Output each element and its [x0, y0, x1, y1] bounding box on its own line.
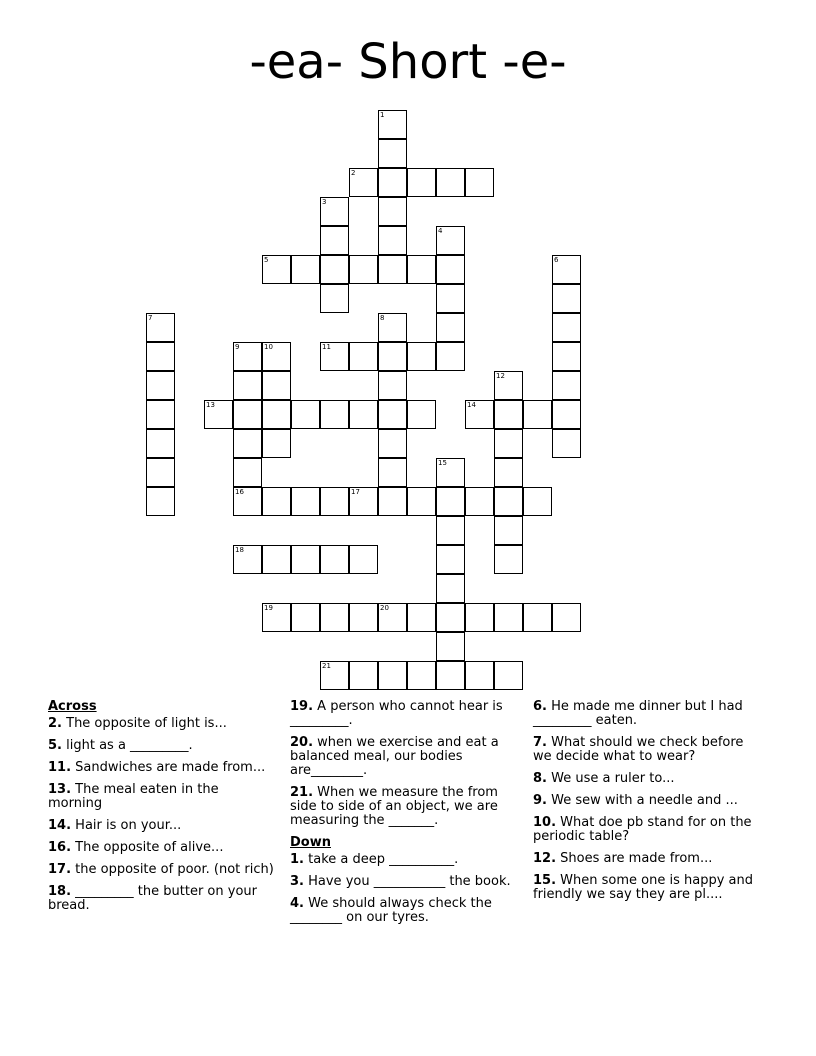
clue-num: 3.	[290, 874, 304, 889]
clue-number: 20	[380, 604, 389, 612]
grid-cell[interactable]	[436, 516, 465, 545]
grid-cell[interactable]	[291, 255, 320, 284]
grid-cell[interactable]	[494, 487, 523, 516]
clue-number: 2	[351, 169, 356, 177]
grid-cell[interactable]	[407, 603, 436, 632]
grid-cell[interactable]	[378, 342, 407, 371]
grid-cell[interactable]	[436, 632, 465, 661]
grid-cell[interactable]	[378, 110, 407, 139]
clue-item	[290, 736, 518, 778]
grid-cell[interactable]	[465, 400, 494, 429]
clue-num: 6.	[533, 699, 547, 714]
clue-text: Sandwiches are made from...	[75, 760, 266, 775]
clue-number: 13	[206, 401, 215, 409]
grid-cell[interactable]	[436, 342, 465, 371]
grid-cell[interactable]	[436, 487, 465, 516]
grid-cell[interactable]	[146, 487, 175, 516]
clue-num: 2.	[48, 716, 62, 731]
clue-item	[48, 739, 276, 753]
clue-number: 7	[148, 314, 153, 322]
grid-cell[interactable]	[378, 429, 407, 458]
grid-cell[interactable]	[436, 313, 465, 342]
clue-number: 16	[235, 488, 244, 496]
grid-cell[interactable]	[465, 661, 494, 690]
grid-cell[interactable]	[494, 400, 523, 429]
clue-number: 1	[380, 111, 385, 119]
clue-number: 5	[264, 256, 269, 264]
clue-item	[48, 783, 276, 811]
grid-cell[interactable]	[552, 603, 581, 632]
clue-number: 10	[264, 343, 273, 351]
grid-cell[interactable]	[436, 226, 465, 255]
grid-cell[interactable]	[436, 574, 465, 603]
grid-cell[interactable]	[407, 661, 436, 690]
grid-cell[interactable]	[407, 487, 436, 516]
grid-cell[interactable]	[378, 139, 407, 168]
grid-cell[interactable]	[320, 342, 349, 371]
grid-cell[interactable]	[378, 661, 407, 690]
grid-cell[interactable]	[552, 342, 581, 371]
clue-num: 11.	[48, 760, 72, 775]
grid-cell[interactable]	[146, 458, 175, 487]
clue-item	[533, 700, 761, 728]
clue-number: 19	[264, 604, 273, 612]
grid-cell[interactable]	[349, 603, 378, 632]
grid-cell[interactable]	[291, 545, 320, 574]
grid-cell[interactable]	[465, 603, 494, 632]
grid-cell[interactable]	[146, 429, 175, 458]
clue-text: take a deep __________.	[308, 852, 459, 867]
grid-cell[interactable]	[262, 429, 291, 458]
clue-item	[533, 772, 761, 786]
clue-text: We should always check the ________ on our tyres.	[290, 896, 492, 925]
clue-text: When some one is happy and friendly we say they are pl....	[533, 873, 753, 902]
grid-cell[interactable]	[233, 545, 262, 574]
grid-cell[interactable]	[349, 168, 378, 197]
grid-cell[interactable]	[320, 226, 349, 255]
grid-cell[interactable]	[320, 661, 349, 690]
grid-cell[interactable]	[407, 255, 436, 284]
grid-cell[interactable]	[552, 313, 581, 342]
clue-text: A person who cannot hear is _________.	[290, 699, 503, 728]
puzzle-title: -ea- Short -e-	[249, 34, 567, 90]
clue-num: 16.	[48, 840, 72, 855]
clue-number: 21	[322, 662, 331, 670]
clue-item	[48, 885, 276, 913]
grid-cell[interactable]	[494, 371, 523, 400]
clue-number: 11	[322, 343, 331, 351]
clue-num: 8.	[533, 771, 547, 786]
clue-item	[48, 717, 276, 731]
grid-cell[interactable]	[407, 400, 436, 429]
clue-item	[533, 852, 761, 866]
grid-cell[interactable]	[262, 400, 291, 429]
grid-cell[interactable]	[262, 545, 291, 574]
grid-cell[interactable]	[320, 545, 349, 574]
grid-cell[interactable]	[552, 255, 581, 284]
grid-cell[interactable]	[552, 371, 581, 400]
grid-cell[interactable]	[291, 487, 320, 516]
grid-cell[interactable]	[349, 400, 378, 429]
grid-cell[interactable]	[204, 400, 233, 429]
grid-cell[interactable]	[436, 168, 465, 197]
grid-cell[interactable]	[378, 168, 407, 197]
clue-item	[290, 786, 518, 828]
grid-cell[interactable]	[146, 371, 175, 400]
clue-text: Hair is on your...	[75, 818, 182, 833]
clue-text: The opposite of alive...	[75, 840, 224, 855]
grid-cell[interactable]	[262, 371, 291, 400]
clue-number: 8	[380, 314, 385, 322]
grid-cell[interactable]	[436, 545, 465, 574]
clue-num: 5.	[48, 738, 62, 753]
grid-cell[interactable]	[407, 342, 436, 371]
grid-cell[interactable]	[146, 313, 175, 342]
clue-num: 20.	[290, 735, 314, 750]
grid-cell[interactable]	[320, 487, 349, 516]
grid-cell[interactable]	[233, 342, 262, 371]
clue-num: 19.	[290, 699, 314, 714]
clue-num: 21.	[290, 785, 314, 800]
clue-num: 13.	[48, 782, 72, 797]
clue-text: Shoes are made from...	[560, 851, 713, 866]
clue-text: Have you ___________ the book.	[308, 874, 511, 889]
grid-cell[interactable]	[378, 487, 407, 516]
grid-cell[interactable]	[523, 487, 552, 516]
grid-cell[interactable]	[320, 197, 349, 226]
grid-cell[interactable]	[146, 342, 175, 371]
clue-item	[533, 874, 761, 902]
grid-cell[interactable]	[378, 226, 407, 255]
clue-number: 14	[467, 401, 476, 409]
clue-number: 9	[235, 343, 240, 351]
clue-num: 15.	[533, 873, 557, 888]
grid-cell[interactable]	[378, 400, 407, 429]
clue-item	[290, 875, 518, 889]
down-heading: Down	[290, 835, 331, 850]
grid-cell[interactable]	[349, 255, 378, 284]
grid-cell[interactable]	[378, 255, 407, 284]
clue-item	[290, 700, 518, 728]
grid-cell[interactable]	[262, 342, 291, 371]
grid-cell[interactable]	[407, 168, 436, 197]
clues-column-3	[533, 700, 761, 910]
grid-cell[interactable]	[436, 458, 465, 487]
grid-cell[interactable]	[262, 603, 291, 632]
grid-cell[interactable]	[262, 487, 291, 516]
clue-num: 12.	[533, 851, 557, 866]
clue-num: 9.	[533, 793, 547, 808]
clue-item	[48, 841, 276, 855]
grid-cell[interactable]	[291, 400, 320, 429]
clue-number: 6	[554, 256, 559, 264]
grid-cell[interactable]	[552, 284, 581, 313]
clue-text: What doe pb stand for on the periodic table?	[533, 815, 752, 844]
clue-number: 4	[438, 227, 443, 235]
grid-cell[interactable]	[320, 255, 349, 284]
clue-num: 18.	[48, 884, 72, 899]
clue-text: the opposite of poor. (not rich)	[75, 862, 274, 877]
clue-num: 14.	[48, 818, 72, 833]
grid-cell[interactable]	[146, 400, 175, 429]
clue-item	[290, 853, 518, 867]
clue-text: when we exercise and eat a balanced meal, our bodies are________.	[290, 735, 499, 778]
grid-cell[interactable]	[349, 342, 378, 371]
grid-cell[interactable]	[494, 661, 523, 690]
grid-cell[interactable]	[523, 400, 552, 429]
clue-number: 17	[351, 488, 360, 496]
clue-text: The opposite of light is...	[66, 716, 227, 731]
grid-cell[interactable]	[349, 661, 378, 690]
clue-num: 17.	[48, 862, 72, 877]
grid-cell[interactable]	[320, 400, 349, 429]
clue-item	[533, 736, 761, 764]
grid-cell[interactable]	[523, 603, 552, 632]
grid-cell[interactable]	[378, 603, 407, 632]
clue-text: What should we check before we decide what to wear?	[533, 735, 744, 764]
clue-item	[48, 863, 276, 877]
grid-cell[interactable]	[320, 603, 349, 632]
clue-text: When we measure the from side to side of an object, we are measuring the _______.	[290, 785, 498, 828]
grid-cell[interactable]	[552, 400, 581, 429]
clue-item	[533, 794, 761, 808]
grid-cell[interactable]	[378, 371, 407, 400]
across-heading: Across	[48, 699, 97, 714]
clue-number: 12	[496, 372, 505, 380]
grid-cell[interactable]	[465, 487, 494, 516]
grid-cell[interactable]	[378, 197, 407, 226]
grid-cell[interactable]	[349, 487, 378, 516]
grid-cell[interactable]	[494, 545, 523, 574]
grid-cell[interactable]	[436, 661, 465, 690]
clue-text: We sew with a needle and ...	[551, 793, 738, 808]
clue-text: light as a _________.	[66, 738, 193, 753]
clue-num: 1.	[290, 852, 304, 867]
grid-cell[interactable]	[233, 458, 262, 487]
clue-num: 10.	[533, 815, 557, 830]
grid-cell[interactable]	[233, 371, 262, 400]
grid-cell[interactable]	[233, 400, 262, 429]
clues-column-2	[290, 700, 518, 933]
clue-num: 7.	[533, 735, 547, 750]
grid-cell[interactable]	[494, 516, 523, 545]
clue-number: 18	[235, 546, 244, 554]
grid-cell[interactable]	[291, 603, 320, 632]
grid-cell[interactable]	[494, 458, 523, 487]
grid-cell[interactable]	[262, 255, 291, 284]
grid-cell[interactable]	[436, 284, 465, 313]
clue-number: 3	[322, 198, 327, 206]
clues-column-1	[48, 700, 276, 921]
clue-item	[290, 897, 518, 925]
grid-cell[interactable]	[465, 168, 494, 197]
grid-cell[interactable]	[494, 603, 523, 632]
clue-text: The meal eaten in the morning	[48, 782, 219, 811]
grid-cell[interactable]	[233, 487, 262, 516]
clue-item	[48, 819, 276, 833]
clue-text: _________ the butter on your bread.	[48, 884, 257, 913]
clue-text: He made me dinner but I had _________ eaten.	[533, 699, 743, 728]
grid-cell[interactable]	[349, 545, 378, 574]
grid-cell[interactable]	[494, 429, 523, 458]
grid-cell[interactable]	[320, 284, 349, 313]
grid-cell[interactable]	[378, 313, 407, 342]
grid-cell[interactable]	[233, 429, 262, 458]
clue-num: 4.	[290, 896, 304, 911]
grid-cell[interactable]	[436, 255, 465, 284]
clue-item	[533, 816, 761, 844]
clue-item	[48, 761, 276, 775]
clue-number: 15	[438, 459, 447, 467]
grid-cell[interactable]	[436, 603, 465, 632]
grid-cell[interactable]	[552, 429, 581, 458]
clue-text: We use a ruler to...	[551, 771, 675, 786]
grid-cell[interactable]	[378, 458, 407, 487]
